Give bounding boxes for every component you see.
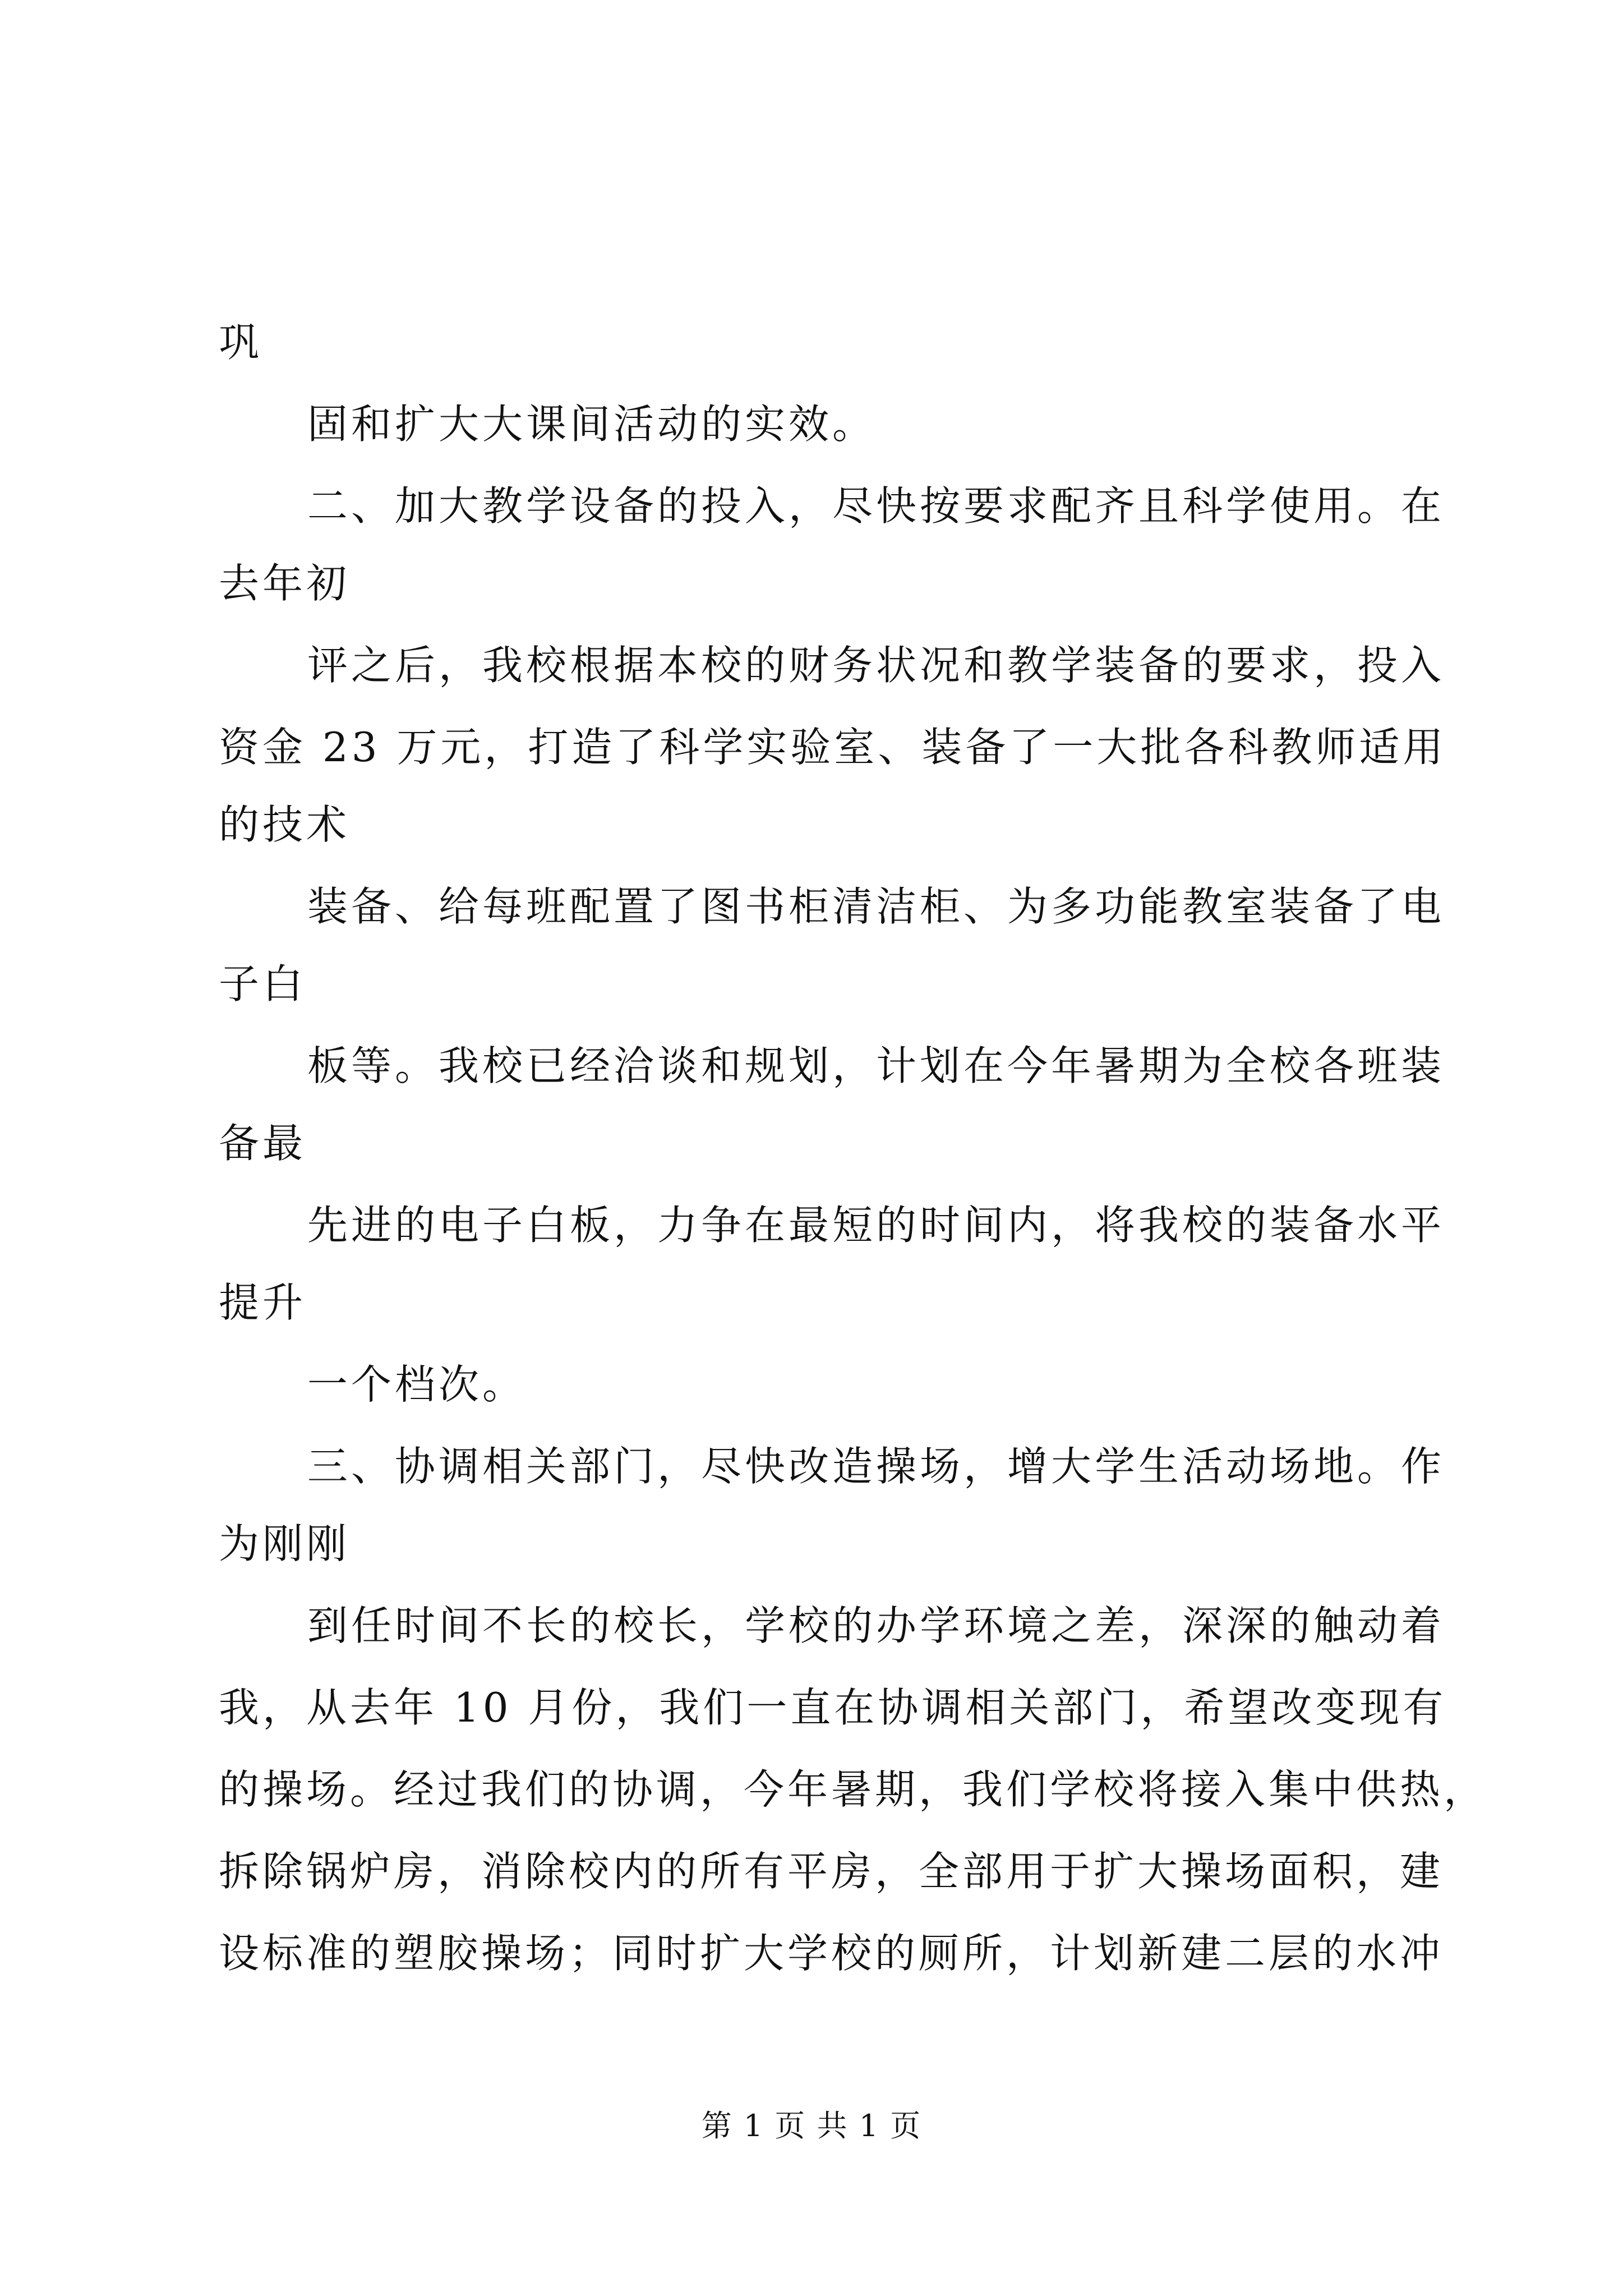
text-line: 子白 <box>219 960 307 1007</box>
text-line: 到任时间不长的校长，学校的办学环境之差，深深的触动着 <box>307 1602 1445 1649</box>
text-line: 的操场。经过我们的协调，今年暑期，我们学校将接入集中供热， <box>219 1766 1488 1813</box>
text-line: 设标准的塑胶操场；同时扩大学校的厕所，计划新建二层的水冲 <box>219 1930 1444 1977</box>
text-line: 的技术 <box>219 801 351 848</box>
text-line: 评之后，我校根据本校的财务状况和教学装备的要求，投入 <box>307 642 1445 689</box>
page-number-footer: 第 1 页 共 1 页 <box>701 2108 922 2143</box>
text-line: 固和扩大大课间活动的实效。 <box>307 401 877 448</box>
text-line: 备最 <box>219 1120 307 1167</box>
text-line: 巩 <box>219 319 263 366</box>
text-line: 装备、给每班配置了图书柜清洁柜、为多功能教室装备了电 <box>307 883 1445 930</box>
text-line: 先进的电子白板，力争在最短的时间内，将我校的装备水平 <box>307 1202 1445 1249</box>
text-line: 二、加大教学设备的投入，尽快按要求配齐且科学使用。在 <box>307 482 1445 530</box>
text-line: 拆除锅炉房，消除校内的所有平房，全部用于扩大操场面积，建 <box>219 1848 1444 1895</box>
text-line: 一个档次。 <box>307 1361 527 1408</box>
text-line: 板等。我校已经洽谈和规划，计划在今年暑期为全校各班装 <box>307 1042 1445 1089</box>
text-line: 三、协调相关部门，尽快改造操场，增大学生活动场地。作 <box>307 1443 1445 1490</box>
text-line: 提升 <box>219 1279 307 1326</box>
text-line: 我，从去年 10 月份，我们一直在协调相关部门，希望改变现有 <box>219 1684 1447 1731</box>
text-line: 为刚刚 <box>219 1520 351 1567</box>
text-line: 资金 23 万元，打造了科学实验室、装备了一大批各科教师适用 <box>219 724 1447 771</box>
text-line: 去年初 <box>219 560 351 607</box>
